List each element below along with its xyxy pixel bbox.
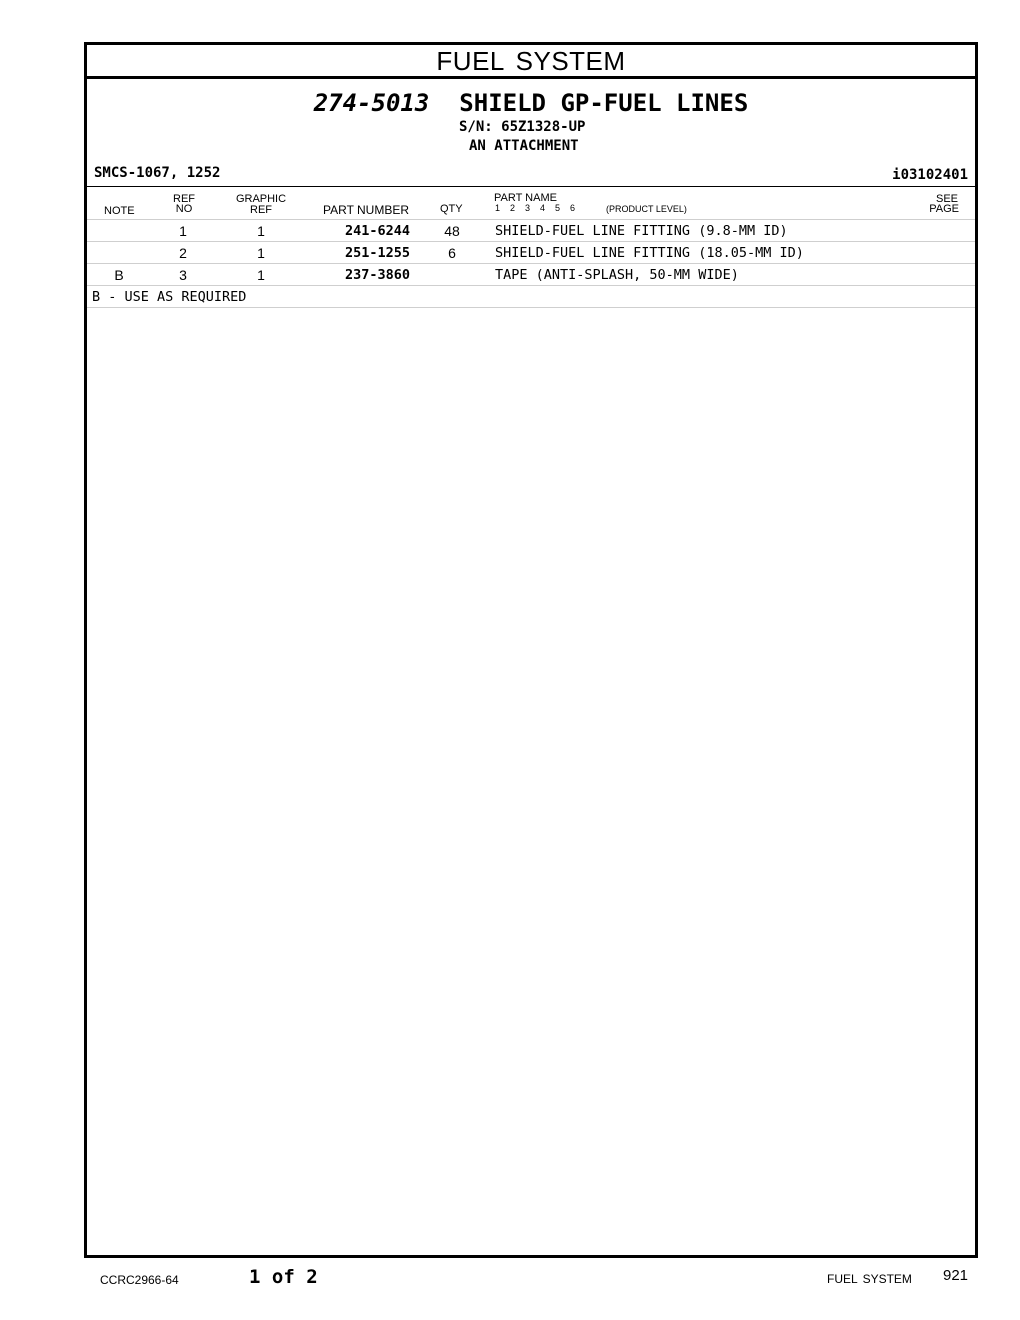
illustration-id: i03102401 bbox=[892, 167, 968, 183]
table-header bbox=[87, 186, 975, 220]
footer-doc-id: CCRC2966-64 bbox=[100, 1273, 179, 1287]
col-qty: QTY bbox=[440, 203, 463, 215]
col-part-number: PART NUMBER bbox=[323, 203, 410, 217]
row-part-number: 241-6244 bbox=[344, 223, 410, 239]
row-qty: 48 bbox=[444, 223, 460, 239]
row-note: B bbox=[114, 267, 124, 283]
col-ref-no-line2: NO bbox=[175, 203, 193, 215]
col-part-name: PART NAME bbox=[494, 192, 557, 204]
col-see-page-line2: PAGE bbox=[929, 203, 959, 215]
group-part-number: 274-5013 bbox=[313, 89, 430, 117]
note-row bbox=[87, 286, 975, 308]
row-ref-no: 1 bbox=[179, 223, 187, 239]
row-graphic-ref: 1 bbox=[257, 267, 265, 283]
col-product-levels: 1 2 3 4 5 6 bbox=[495, 203, 576, 213]
col-graphic-ref-line1: GRAPHIC bbox=[235, 193, 287, 205]
row-part-name: SHIELD-FUEL LINE FITTING (18.05-MM ID) bbox=[495, 245, 804, 261]
section-title: FUEL SYSTEM bbox=[87, 45, 975, 79]
row-part-name: SHIELD-FUEL LINE FITTING (9.8-MM ID) bbox=[495, 223, 788, 239]
row-qty: 6 bbox=[448, 245, 456, 261]
row-part-name: TAPE (ANTI-SPLASH, 50-MM WIDE) bbox=[495, 267, 739, 283]
row-graphic-ref: 1 bbox=[257, 245, 265, 261]
attachment-label: AN ATTACHMENT bbox=[469, 138, 579, 154]
col-product-level-label: (PRODUCT LEVEL) bbox=[606, 204, 687, 214]
row-graphic-ref: 1 bbox=[257, 223, 265, 239]
table-row bbox=[87, 242, 975, 264]
group-part-name: SHIELD GP-FUEL LINES bbox=[459, 89, 749, 117]
row-ref-no: 2 bbox=[179, 245, 187, 261]
page-frame bbox=[84, 42, 978, 1258]
table-row bbox=[87, 264, 975, 286]
group-heading bbox=[87, 79, 975, 159]
smcs-row bbox=[87, 159, 975, 186]
serial-number: S/N: 65Z1328-UP bbox=[459, 119, 586, 135]
group-title bbox=[87, 88, 975, 118]
footer-page-of: 1 of 2 bbox=[249, 1266, 318, 1288]
col-graphic-ref-line2: REF bbox=[250, 204, 272, 216]
smcs-code: SMCS-1067, 1252 bbox=[94, 165, 221, 181]
footer-page-number: 921 bbox=[943, 1267, 969, 1284]
col-see-page-line1: SEE bbox=[935, 193, 958, 205]
footer-section: FUEL SYSTEM bbox=[827, 1272, 912, 1286]
row-part-number: 237-3860 bbox=[344, 267, 410, 283]
note-text: B - USE AS REQUIRED bbox=[92, 289, 247, 305]
table-row bbox=[87, 220, 975, 242]
row-ref-no: 3 bbox=[179, 267, 187, 283]
col-note: NOTE bbox=[104, 205, 135, 217]
col-ref-no-line1: REF bbox=[173, 193, 195, 205]
row-part-number: 251-1255 bbox=[344, 245, 410, 261]
